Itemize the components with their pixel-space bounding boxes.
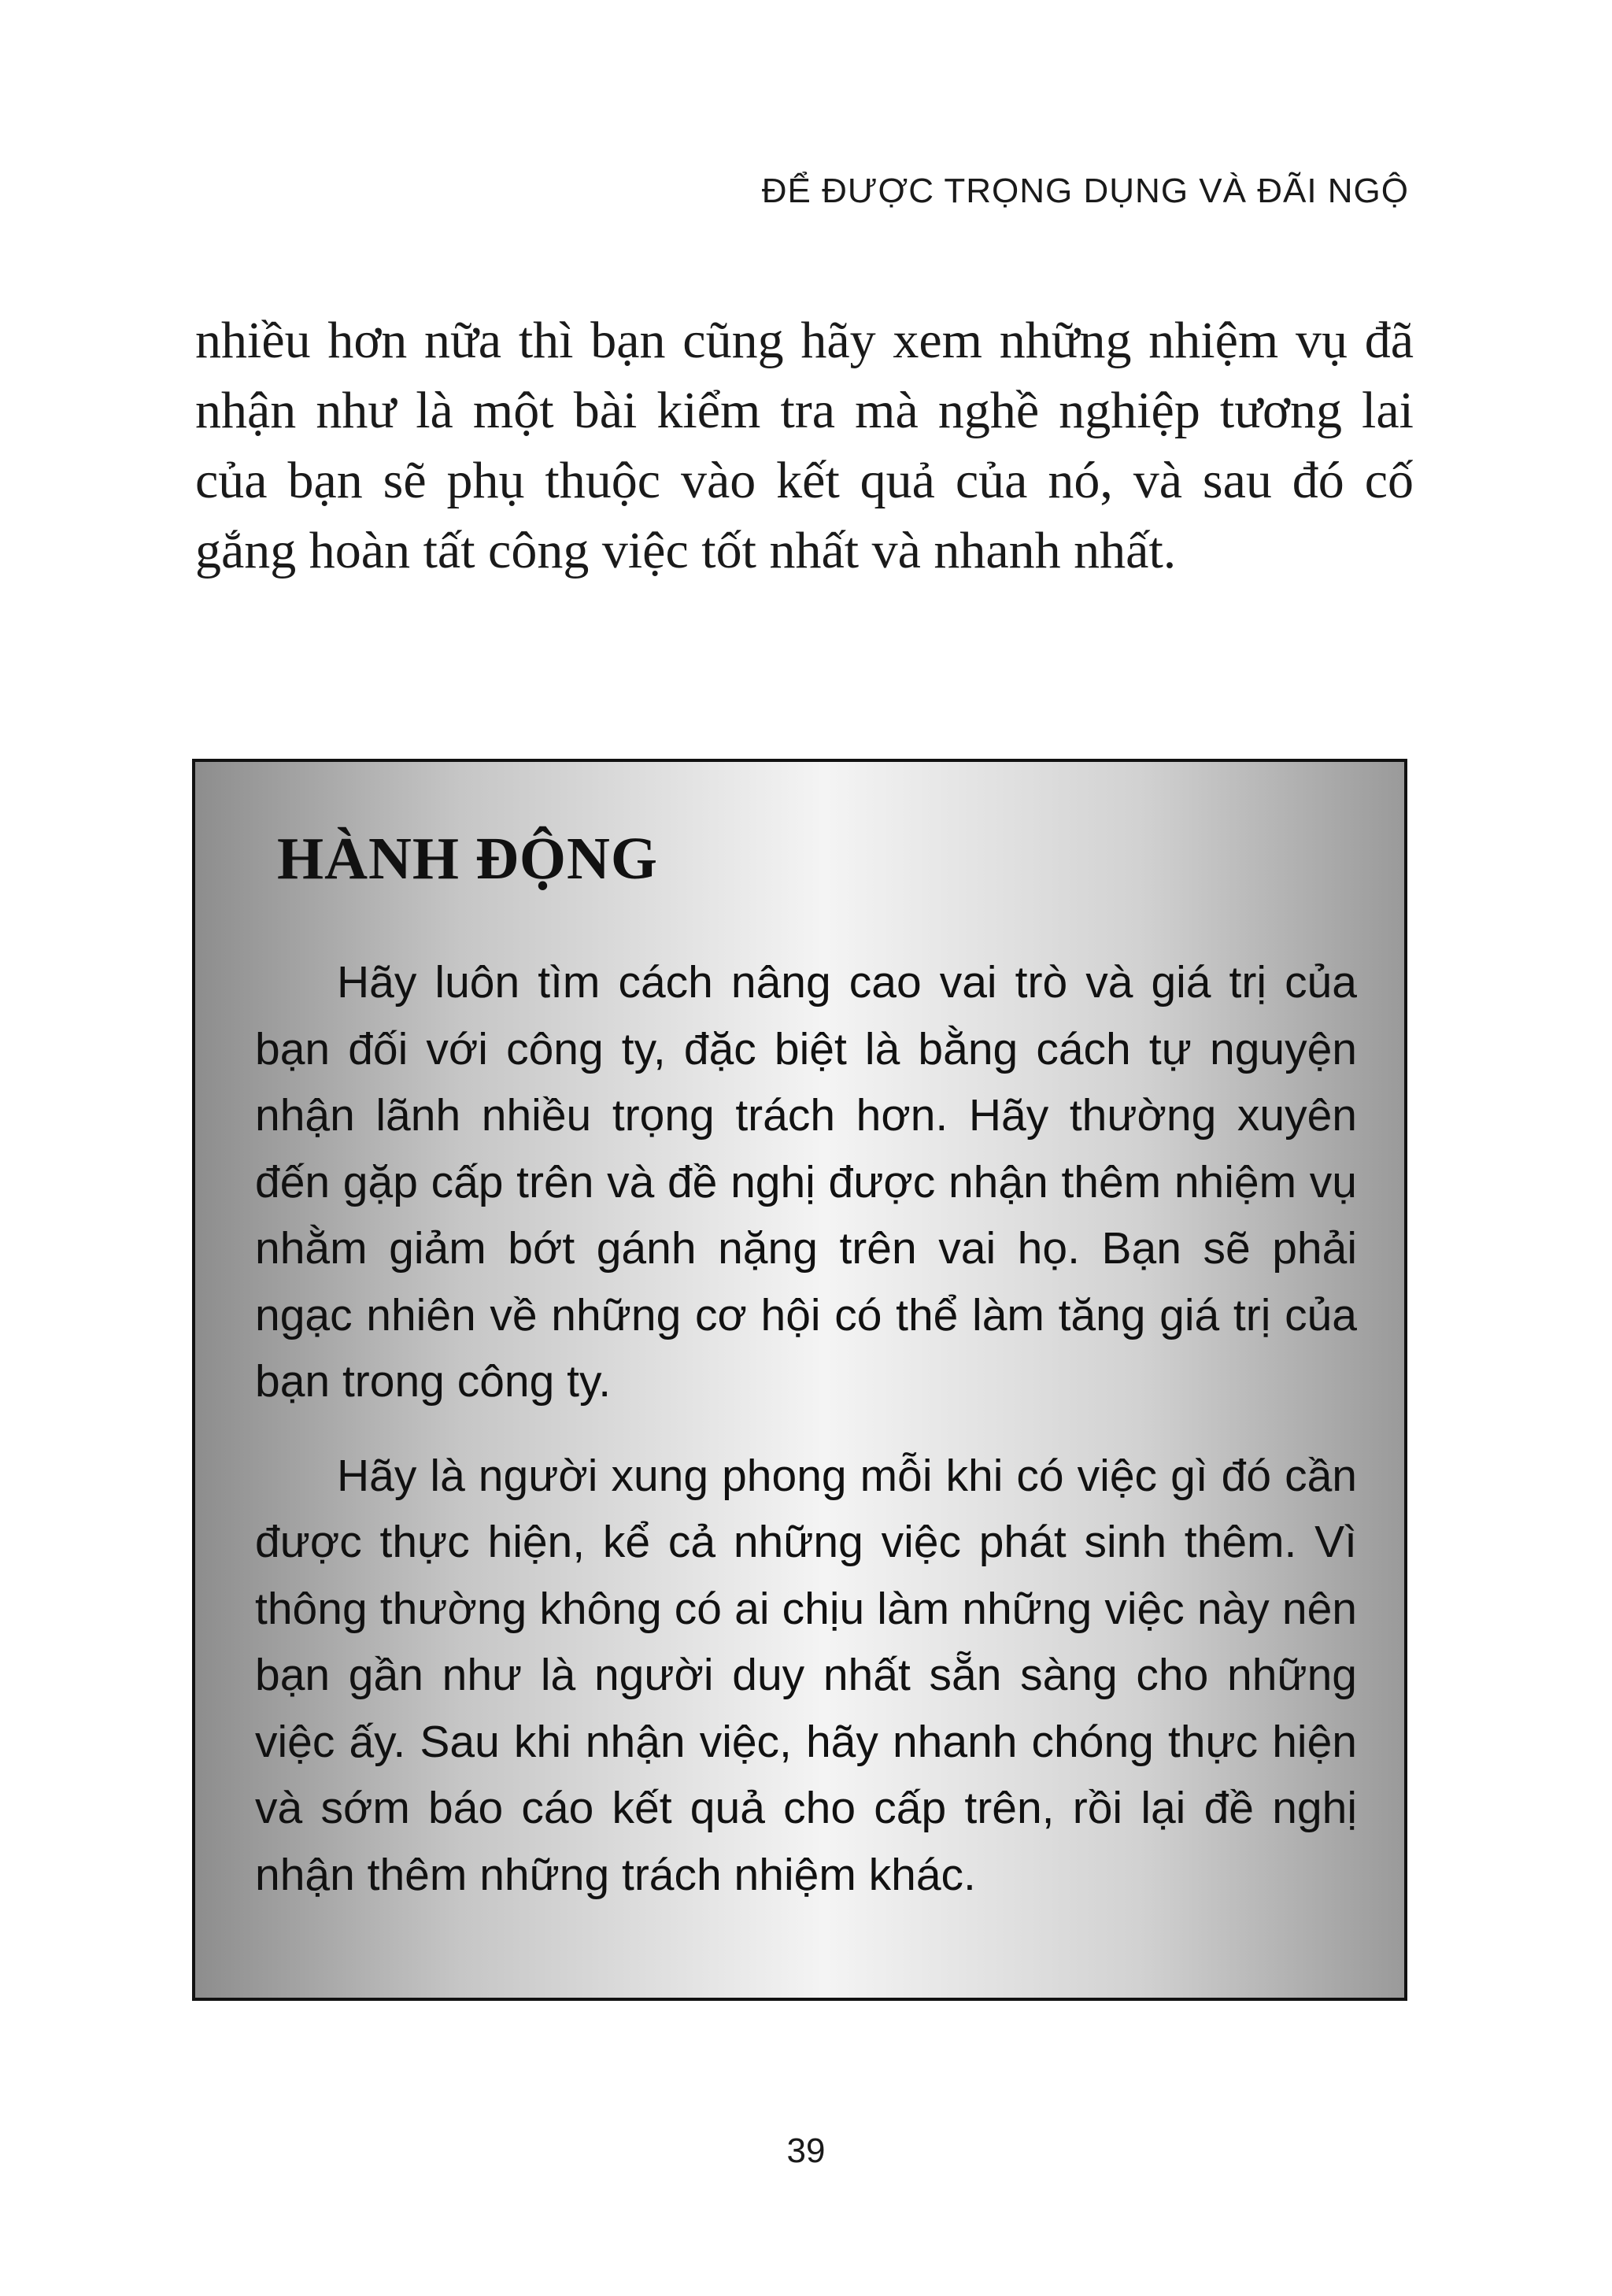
action-paragraph: Hãy là người xung phong mỗi khi có việc gì đó cần được thực hiện, kể cả những việc phát sinh thêm. Vì thông thường không có ai chịu làm những việc này nên bạn gần như là người duy nhất sẵn sàng cho những việc ấy. Sau khi nhận việc, hãy nhanh chóng thực hiện và sớm báo cáo kết quả cho cấp trên, rồi lại đề nghị nhận thêm những trách nhiệm khác.	[255, 1450, 1357, 1900]
page-number: 39	[786, 2131, 826, 2170]
action-box-body	[255, 949, 1357, 1908]
action-box-title: HÀNH ĐỘNG	[277, 826, 658, 892]
action-box	[192, 759, 1407, 2001]
running-header: ĐỂ ĐƯỢC TRỌNG DỤNG VÀ ĐÃI NGỘ	[761, 172, 1409, 210]
action-paragraph: Hãy luôn tìm cách nâng cao vai trò và giá trị của bạn đối với công ty, đặc biệt là bằng cách tự nguyện nhận lãnh nhiều trọng trách hơn. Hãy thường xuyên đến gặp cấp trên và đề nghị được nhận thêm nhiệm vụ nhằm giảm bớt gánh nặng trên vai họ. Bạn sẽ phải ngạc nhiên về những cơ hội có thể làm tăng giá trị của bạn trong công ty.	[255, 957, 1357, 1407]
body-paragraph: nhiều hơn nữa thì bạn cũng hãy xem những nhiệm vụ đã nhận như là một bài kiểm tra mà nghề nghiệp tương lai của bạn sẽ phụ thuộc vào kết quả của nó, và sau đó cố gắng hoàn tất công việc tốt nhất và nhanh nhất.	[195, 312, 1414, 579]
